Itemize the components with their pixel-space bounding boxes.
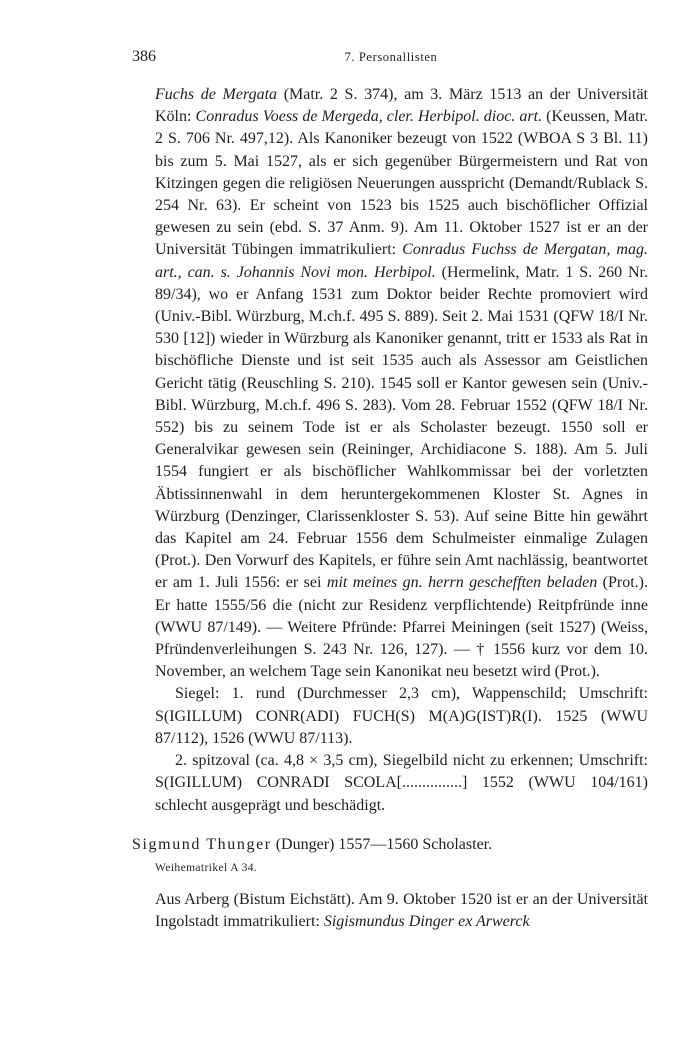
text-run: (Keussen, Matr. 2 S. 706 Nr. 497,12). Als Kanoniker bezeugt von 1522 (WBOA S 3 Bl. 11) bis zum 5. Mai 1527, als er sich gegenüber Bürgermeistern und Rat von Kitzingen gegen die religiösen Neuerungen ausspricht (Demandt/Rublack S. 254 Nr. 63). Er scheint von 1523 bis 1525 auch bischöflicher Offizial gewesen zu sein (ebd. S. 37 Anm. 9). Am 11. Oktober 1527 ist er an der Universität Tübingen immatrikuliert: [155, 108, 648, 259]
entry-thunger-body [155, 889, 648, 933]
biography-paragraph-2 [155, 889, 648, 933]
entry-heading-rest: (Dunger) 1557—1560 Scholaster. [271, 836, 493, 853]
text-run: (Hermelink, Matr. 1 S. 260 Nr. 89/34), wo er Anfang 1531 zum Doktor beider Rechte promoviert wird (Univ.-Bibl. Würzburg, M.ch.f. 495 S. 889). Seit 2. Mai 1531 (QFW 18/I Nr. 530 [12]) wieder in Würzburg als Kanoniker genannt, tritt er 1533 als Rat in bischöfliche Dienste und ist seit 1535 auch als Assessor am Geistlichen Gericht tätig (Reuschling S. 210). 1545 soll er Kantor gewesen sein (Univ.-Bibl. Würzburg, M.ch.f. 496 S. 283). Vom 28. Februar 1552 (QFW 18/I Nr. 552) bis zu seinem Tode ist er als Scholaster bezeugt. 1550 soll er Generalvikar gewesen sein (Reininger, Archidiacone S. 188). Am 5. Juli 1554 fungiert er als bischöflicher Wahlkommissar bei der vorletzten Äbtissinnenwahl in dem heruntergekommenen Kloster St. Agnes in Würzburg (Denzinger, Clarissenkloster S. 53). Auf seine Bitte hin gewährt das Kapitel am 24. Februar 1556 dem Schulmeister einmalige Zulagen (Prot.). Den Vorwurf des Kapitels, er führe sein Amt nachlässig, beantwortet er am 1. Juli 1556: er sei [155, 263, 648, 592]
italic-citation: mit meines gn. herrn geschefften beladen [326, 574, 598, 592]
page-number: 386 [132, 48, 156, 65]
entry-name: Sigmund Thunger [132, 836, 272, 853]
entry-fuchs-body [155, 84, 648, 817]
text-run: (Matr. 2 S. 374), am 3. März 1513 an der Universität Köln: [155, 86, 648, 126]
entry-heading-thunger [132, 834, 492, 856]
seal-description-2: 2. spitzoval (ca. 4,8 × 3,5 cm), Siegelbild nicht zu erkennen; Umschrift: S(IGILLUM) CONRADI SCOLA[...............] 1552 (WWU 104/161) schlecht ausgeprägt und beschädigt. [155, 752, 648, 814]
text-run: Aus Arberg (Bistum Eichstätt). Am 9. Oktober 1520 ist er an der Universität Ingolstadt immatrikuliert: [155, 891, 648, 931]
page-header [132, 48, 650, 70]
italic-citation: Fuchs de Mergata [155, 86, 278, 103]
text-run: (Prot.). Er hatte 1555/56 die (nicht zur Residenz verpflichtende) Reitpfründe inne (WWU 87/149). — Weitere Pfründe: Pfarrei Meiningen (seit 1527) (Weiss, Pfründenverleihungen S. 243 Nr. 126, 127). — † 1556 kurz vor dem 10. November, an welchem Tage sein Kanonikat neu besetzt wird (Prot.). [155, 574, 648, 681]
italic-citation: Conradus Fuchss de Mergatan, mag. art., can. s. Johannis Novi mon. Herbipol. [155, 241, 648, 281]
seal-description-1: Siegel: 1. rund (Durchmesser 2,3 cm), Wappenschild; Umschrift: S(IGILLUM) CONR(ADI) FUCH(S) M(A)G(IST)R(I). 1525 (WWU 87/112), 1526 (WWU 87/113). [155, 685, 648, 747]
italic-citation: Conradus Voess de Mergeda, cler. Herbipol. dioc. art. [195, 108, 543, 126]
entry-source: Weihematrikel A 34. [155, 862, 258, 874]
running-title: 7. Personallisten [344, 50, 438, 64]
biography-paragraph [155, 84, 648, 683]
italic-citation: Sigismundus Dinger ex Arwerck [323, 913, 530, 931]
